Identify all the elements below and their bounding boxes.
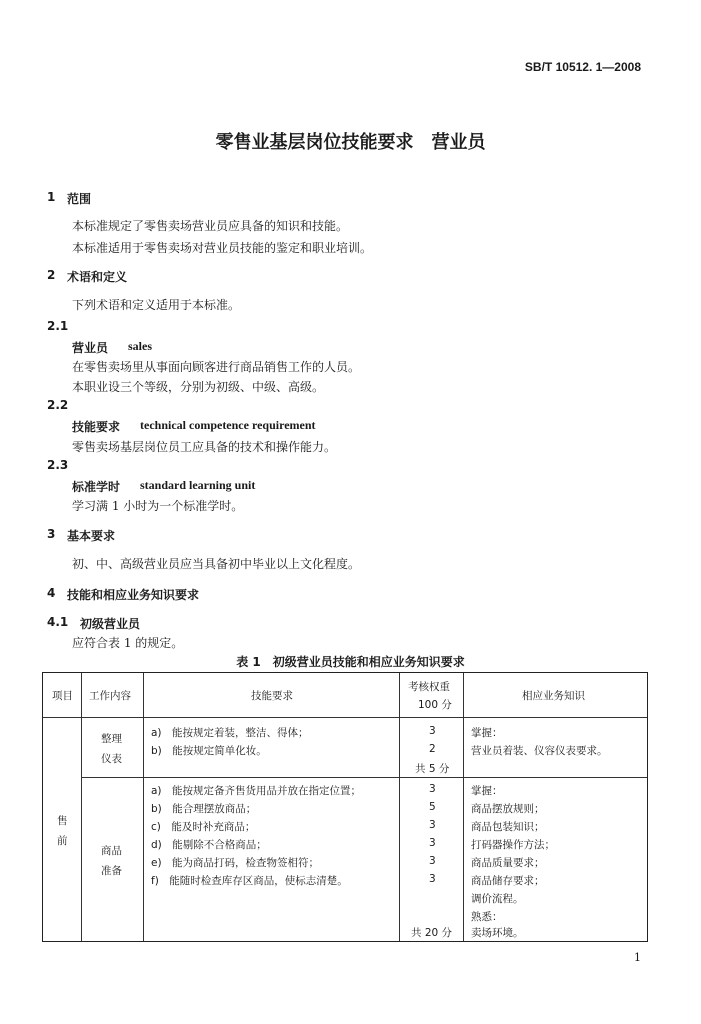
group2-knowledge-9: 卖场环境。: [471, 927, 524, 939]
page-title: 零售业基层岗位技能要求 营业员: [215, 132, 486, 153]
group1-weight-b: 2: [429, 743, 436, 755]
header-skill: 技能要求: [251, 690, 293, 702]
group2-knowledge-7: 调价流程。: [471, 893, 524, 905]
group1-knowledge-1: 掌握：: [471, 727, 503, 739]
page-number: 1: [634, 951, 641, 964]
group2-knowledge-8: 熟悉：: [471, 911, 503, 923]
section-4-1-para: 应符合表 1 的规定。: [72, 636, 184, 650]
term-2-1-def-1: 在零售卖场里从事面向顾客进行商品销售工作的人员。: [72, 360, 361, 374]
group2-skill-c: c) 能及时补充商品；: [151, 821, 256, 833]
term-2-1-def-2: 本职业设三个等级，分别为初级、中级、高级。: [72, 380, 325, 394]
group2-weight-a: 3: [429, 783, 436, 795]
group2-skill-a: a) 能按规定备齐售货用品并放在指定位置；: [151, 785, 362, 797]
section-4-1-heading: 初级营业员: [80, 617, 141, 631]
term-2-2-zh: 技能要求: [72, 420, 121, 434]
group2-total: 共 20 分: [411, 927, 453, 939]
section-1-number: 1: [47, 190, 56, 204]
header-weight-line-1: 考核权重: [408, 681, 450, 693]
section-1-para-2: 本标准适用于零售卖场对营业员技能的鉴定和职业培训。: [72, 241, 373, 255]
group1-content-2: 仪表: [101, 753, 122, 765]
term-2-2-number: 2.2: [47, 398, 69, 412]
header-knowledge: 相应业务知识: [522, 690, 585, 702]
skills-table: [42, 672, 648, 942]
group1-knowledge-2: 营业员着装、仪容仪表要求。: [471, 745, 608, 757]
group1-weight-a: 3: [429, 725, 436, 737]
group2-skill-e: e) 能为商品打码，检查物签相符；: [151, 857, 320, 869]
project-label-2: 前: [57, 835, 68, 847]
group1-content-1: 整理: [101, 733, 122, 745]
section-2-number: 2: [47, 268, 56, 282]
section-4-heading: 技能和相应业务知识要求: [67, 588, 200, 602]
section-3-para: 初、中、高级营业员应当具备初中毕业以上文化程度。: [72, 557, 361, 571]
group2-knowledge-5: 商品质量要求；: [471, 857, 545, 869]
group2-content-2: 准备: [101, 865, 122, 877]
header-content: 工作内容: [89, 690, 131, 702]
term-2-1-en: sales: [128, 339, 152, 353]
group2-knowledge-6: 商品储存要求；: [471, 875, 545, 887]
section-2-heading: 术语和定义: [67, 270, 128, 284]
term-2-3-en: standard learning unit: [140, 478, 256, 492]
group2-skill-b: b) 能合理摆放商品；: [151, 803, 257, 815]
group2-knowledge-2: 商品摆放规则；: [471, 803, 545, 815]
group2-weight-f: 3: [429, 873, 436, 885]
term-2-1-number: 2.1: [47, 319, 69, 333]
term-2-3-zh: 标准学时: [72, 480, 121, 494]
section-3-heading: 基本要求: [67, 529, 116, 543]
term-2-2-def-1: 零售卖场基层岗位员工应具备的技术和操作能力。: [72, 440, 337, 454]
group2-skill-f: f) 能随时检查库存区商品，使标志清楚。: [151, 875, 348, 887]
group2-skill-d: d) 能剔除不合格商品；: [151, 839, 267, 851]
term-2-3-def-1: 学习满 1 小时为一个标准学时。: [72, 499, 244, 513]
section-3-number: 3: [47, 527, 56, 541]
term-2-3-number: 2.3: [47, 458, 69, 472]
group2-weight-c: 3: [429, 819, 436, 831]
standard-code: SB/T 10512. 1—2008: [524, 60, 641, 74]
term-2-1-zh: 营业员: [72, 341, 109, 355]
group2-knowledge-1: 掌握：: [471, 785, 503, 797]
section-4-number: 4: [47, 586, 56, 600]
table-caption: 表 1 初级营业员技能和相应业务知识要求: [236, 655, 465, 669]
header-weight-line-2: 100 分: [418, 699, 452, 711]
group2-knowledge-3: 商品包装知识；: [471, 821, 545, 833]
header-item: 项目: [52, 690, 73, 702]
group2-knowledge-4: 打码器操作方法；: [471, 839, 555, 851]
group2-weight-e: 3: [429, 855, 436, 867]
group1-skill-a: a) 能按规定着装，整洁、得体；: [151, 727, 309, 739]
group2-weight-b: 5: [429, 801, 436, 813]
section-1-heading: 范围: [67, 192, 92, 206]
group1-total: 共 5 分: [415, 763, 450, 775]
section-2-intro: 下列术语和定义适用于本标准。: [72, 298, 241, 312]
group2-weight-d: 3: [429, 837, 436, 849]
project-label-1: 售: [57, 815, 68, 827]
term-2-2-en: technical competence requirement: [140, 418, 316, 432]
section-1-para-1: 本标准规定了零售卖场营业员应具备的知识和技能。: [72, 219, 349, 233]
group1-skill-b: b) 能按规定简单化妆。: [151, 745, 267, 757]
section-4-1-number: 4.1: [47, 615, 69, 629]
group2-content-1: 商品: [101, 845, 122, 857]
